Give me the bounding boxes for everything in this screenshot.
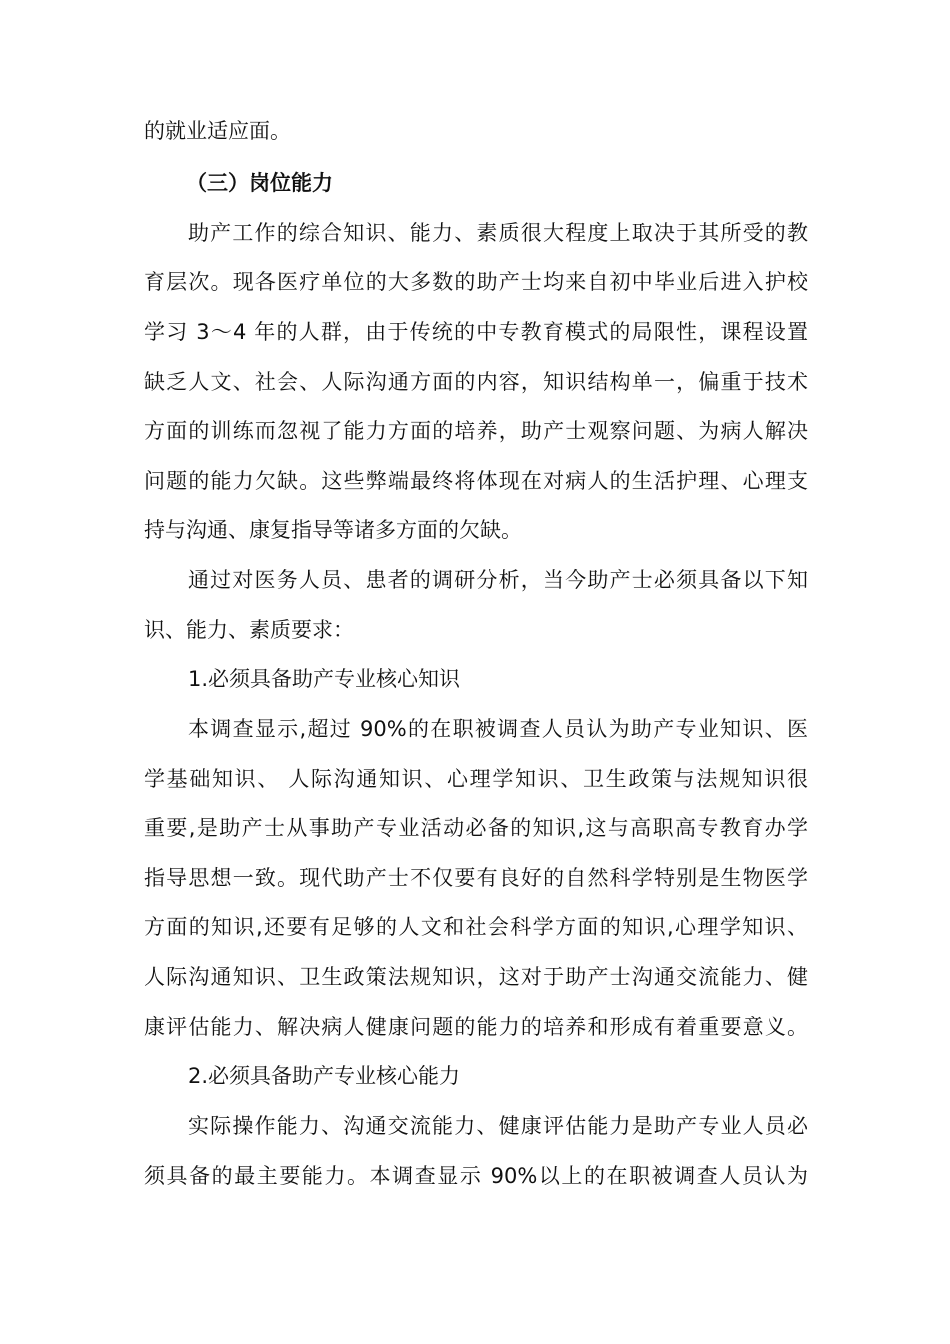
subsection-heading: 2.必须具备助产专业核心能力 bbox=[188, 1064, 461, 1088]
text-line: 须具备的最主要能力。本调查显示 90%以上的在职被调查人员认为 bbox=[144, 1164, 808, 1188]
text-line: 学基础知识、 人际沟通知识、心理学知识、卫生政策与法规知识很 bbox=[144, 767, 808, 791]
text-line: 本调查显示,超过 90%的在职被调查人员认为助产专业知识、医 bbox=[188, 717, 808, 741]
text-line: 助产工作的综合知识、能力、素质很大程度上取决于其所受的教 bbox=[188, 221, 808, 245]
text-line: 识、能力、素质要求： bbox=[144, 618, 354, 642]
section-heading: （三）岗位能力 bbox=[186, 171, 333, 195]
text-line: 指导思想一致。现代助产士不仅要有良好的自然科学特别是生物医学 bbox=[144, 866, 808, 890]
text-line: 人际沟通知识、卫生政策法规知识，这对于助产士沟通交流能力、健 bbox=[144, 965, 808, 989]
text-line: 育层次。现各医疗单位的大多数的助产士均来自初中毕业后进入护校 bbox=[144, 270, 808, 294]
subsection-heading: 1.必须具备助产专业核心知识 bbox=[188, 667, 461, 691]
text-line: 通过对医务人员、患者的调研分析，当今助产士必须具备以下知 bbox=[188, 568, 808, 592]
text-line: 问题的能力欠缺。这些弊端最终将体现在对病人的生活护理、心理支 bbox=[144, 469, 808, 493]
text-line: 缺乏人文、社会、人际沟通方面的内容，知识结构单一，偏重于技术 bbox=[144, 370, 808, 394]
text-line: 实际操作能力、沟通交流能力、健康评估能力是助产专业人员必 bbox=[188, 1114, 808, 1138]
text-line: 学习 3～4 年的人群，由于传统的中专教育模式的局限性，课程设置 bbox=[144, 320, 808, 344]
text-line: 持与沟通、康复指导等诸多方面的欠缺。 bbox=[144, 518, 522, 542]
text-line: 康评估能力、解决病人健康问题的能力的培养和形成有着重要意义。 bbox=[144, 1015, 808, 1039]
text-line: 的就业适应面。 bbox=[144, 119, 291, 143]
text-line: 方面的知识,还要有足够的人文和社会科学方面的知识,心理学知识、 bbox=[144, 915, 808, 939]
text-line: 方面的训练而忽视了能力方面的培养，助产士观察问题、为病人解决 bbox=[144, 419, 808, 443]
text-line: 重要,是助产士从事助产专业活动必备的知识,这与高职高专教育办学 bbox=[144, 816, 808, 840]
